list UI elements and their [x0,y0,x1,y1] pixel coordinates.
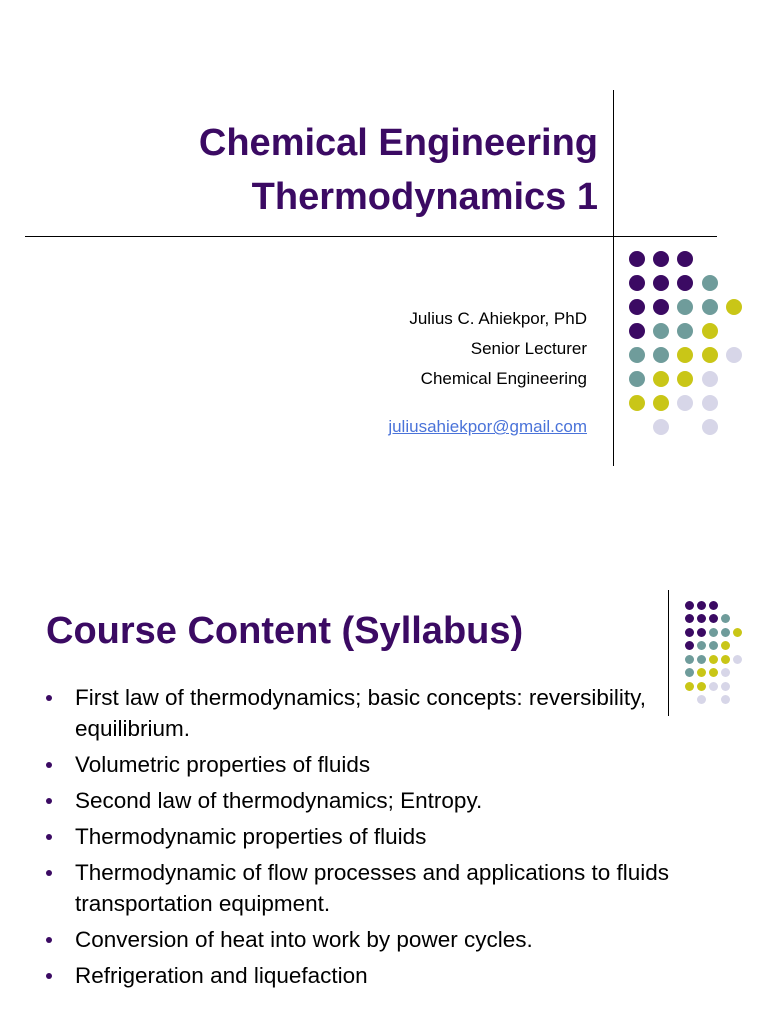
decorative-dot [697,668,706,677]
decorative-dot [697,655,706,664]
decorative-dot [709,641,718,650]
decorative-dot [726,347,742,363]
decorative-dot [653,323,669,339]
decorative-dot [733,628,742,637]
decorative-dot [685,628,694,637]
decorative-dot [702,323,718,339]
decorative-dot [697,601,706,610]
decorative-dot [653,299,669,315]
decorative-dot [697,695,706,704]
decorative-dot [653,251,669,267]
decorative-dot [685,655,694,664]
syllabus-list [42,682,722,996]
decorative-dot [629,251,645,267]
decorative-dot [709,668,718,677]
author-email-link[interactable]: juliusahiekpor@gmail.com [388,417,587,436]
decorative-dot [702,371,718,387]
decorative-dot [721,682,730,691]
decorative-dot [677,323,693,339]
syllabus-slide [0,512,768,1024]
decorative-dot [685,614,694,623]
decorative-dot [677,347,693,363]
decorative-dot [709,655,718,664]
decorative-dot [629,395,645,411]
decorative-dot [653,347,669,363]
bullet-icon [46,937,52,943]
list-item: Volumetric properties of fluids [42,749,722,780]
decorative-dot [677,299,693,315]
list-item: Thermodynamic of flow processes and applications to fluids transportation equipment. [42,857,722,919]
list-item: Refrigeration and liquefaction [42,960,722,991]
decorative-dot [629,275,645,291]
decorative-dot [721,695,730,704]
title-line-1: Chemical Engineering [198,122,598,164]
horizontal-rule [25,236,717,237]
decorative-dot [702,419,718,435]
decorative-dot [677,275,693,291]
decorative-dot [685,601,694,610]
decorative-dot [702,299,718,315]
author-block [388,304,587,442]
decorative-dot [697,628,706,637]
list-item: Conversion of heat into work by power cycles. [42,924,722,955]
slide-title [199,116,598,224]
decorative-dot [629,299,645,315]
title-line-2: Thermodynamics 1 [251,176,598,218]
author-position: Senior Lecturer [470,339,587,358]
decorative-dot [721,655,730,664]
decorative-dot [677,371,693,387]
decorative-dot [697,641,706,650]
decorative-dot [629,347,645,363]
decorative-dot [629,323,645,339]
list-item: First law of thermodynamics; basic concepts: reversibility, equilibrium. [42,682,722,744]
decorative-dot [653,371,669,387]
decorative-dot [721,668,730,677]
decorative-dot [733,655,742,664]
decorative-dot [726,299,742,315]
decorative-dot [702,275,718,291]
bullet-icon [46,973,52,979]
list-item: Thermodynamic properties of fluids [42,821,722,852]
bullet-icon [46,834,52,840]
decorative-dot [721,628,730,637]
decorative-dot [629,371,645,387]
decorative-dot [677,395,693,411]
author-department: Chemical Engineering [420,369,587,388]
decorative-dot [721,641,730,650]
decorative-dot [653,275,669,291]
decorative-dot [697,682,706,691]
decorative-dot [697,614,706,623]
decorative-dot [653,395,669,411]
bullet-icon [46,798,52,804]
decorative-dot [709,614,718,623]
decorative-dot [702,347,718,363]
list-item: Second law of thermodynamics; Entropy. [42,785,722,816]
decorative-dot [677,251,693,267]
decorative-dot [653,419,669,435]
bullet-icon [46,695,52,701]
decorative-dot [685,682,694,691]
decorative-dot [709,628,718,637]
bullet-icon [46,870,52,876]
decorative-dot [709,682,718,691]
decorative-dot [685,641,694,650]
bullet-icon [46,762,52,768]
slide-heading: Course Content (Syllabus) [46,610,524,652]
decorative-dot [702,395,718,411]
vertical-rule [613,90,614,466]
decorative-dot [685,668,694,677]
decorative-dot [721,614,730,623]
author-name: Julius C. Ahiekpor, PhD [409,309,587,328]
decorative-dot [709,601,718,610]
